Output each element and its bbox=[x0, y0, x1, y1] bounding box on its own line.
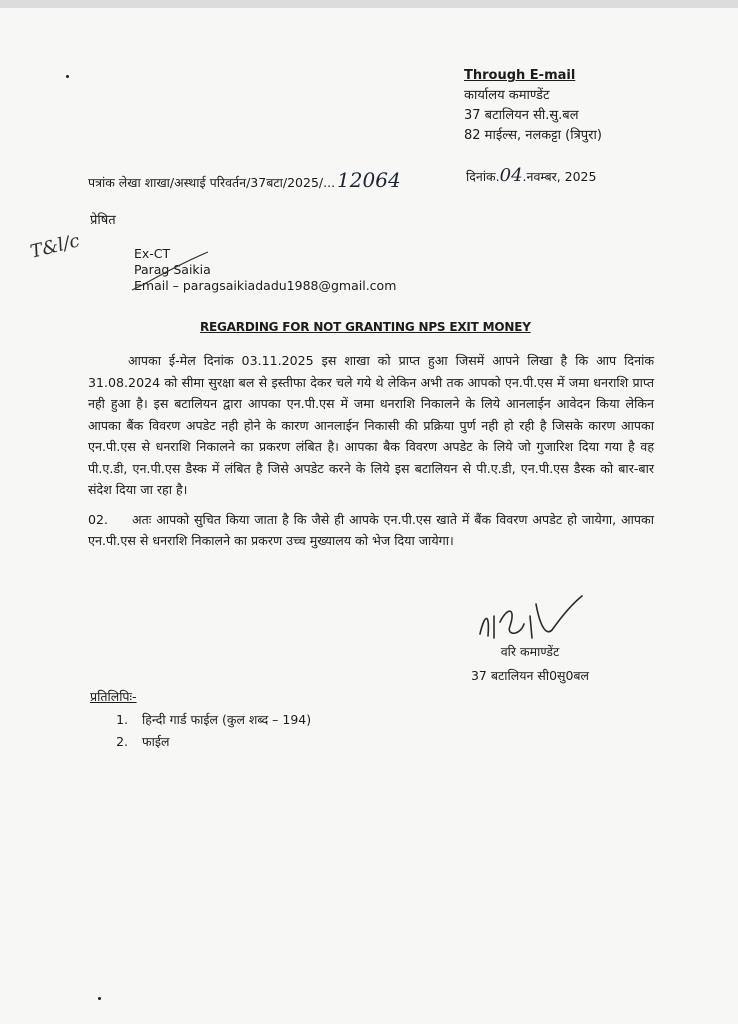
date-label: दिनांक. bbox=[466, 169, 500, 184]
list-item: 2. फाईल bbox=[132, 731, 311, 753]
copy-to-section bbox=[90, 688, 311, 753]
list-item: 1. हिन्दी गार्ड फाईल (कुल शब्द – 194) bbox=[132, 709, 311, 731]
scan-dot bbox=[98, 997, 101, 1000]
battalion-name: 37 बटालियन सी.सु.बल bbox=[464, 108, 579, 123]
paragraph-2 bbox=[88, 509, 654, 552]
scan-top-band bbox=[0, 0, 738, 8]
paragraph-1: आपका ई-मेल दिनांक 03.11.2025 इस शाखा को प्राप्त हुआ जिसमें आपने लिखा है कि आप दिनांक 31.08.2024 को सीमा सुरक्षा बल से इस्तीफा देकर चले गये थे लेकिन अभी तक आपको एन.पी.एस में जमा धनराशि प्राप्त नही हुआ है। इस बटालियन द्वारा आपका एन.पी.एस में जमा धनराशि निकालने के लिये आनलाईन आवेदन किया लेकिन आपका बैंक विवरण अपडेट नही होने के कारण आनलाईन निकासी की प्रक्रिया पुर्ण नही हो रही है जिसके कारण आपका एन.पी.एस से धनराशि निकालने का प्रकरण लंबित है। आपका बैक विवरण अपडेट के लिये जो गुजारिश दिया गया है वह पी.ए.डी, एन.पी.एस डैस्क में लंबित है जिसे अपडेट करने के लिये इस बटालियन से पी.ए.डी, एन.पी.एस डैस्क को बार-बार संदेश दिया जा रहा है। bbox=[88, 353, 654, 497]
date-line bbox=[466, 165, 596, 186]
reference-prefix: पत्रांक लेखा शाखा/अस्थाई परिवर्तन/37बटा/2025/... bbox=[88, 175, 336, 190]
through-email-label: Through E-mail bbox=[464, 68, 576, 83]
reference-number: 12064 bbox=[337, 168, 401, 192]
office-location: 82 माईल्स, नलकट्टा (त्रिपुरा) bbox=[464, 128, 602, 143]
signatory-designation: वरि कमाण्डेंट bbox=[500, 644, 560, 659]
copy-to-label: प्रतिलिपिः- bbox=[90, 689, 137, 704]
subject-line: REGARDING FOR NOT GRANTING NPS EXIT MONEY bbox=[200, 320, 531, 334]
copy-to-list bbox=[90, 709, 311, 753]
paragraph-2-number: 02. bbox=[88, 511, 109, 527]
recipient-rank: Ex-CT bbox=[134, 246, 171, 261]
reference-line bbox=[88, 168, 401, 192]
signatory-unit: 37 बटालियन सी0सु0बल bbox=[470, 668, 590, 683]
pen-strike-mark bbox=[130, 246, 210, 298]
scan-dot bbox=[66, 75, 69, 78]
date-day: 04 bbox=[499, 165, 523, 186]
signature-block bbox=[460, 640, 600, 688]
handwritten-signature bbox=[476, 586, 586, 646]
handwritten-note: T&l/c bbox=[28, 230, 82, 263]
recipient-name: Parag Saikia bbox=[134, 262, 211, 277]
letter-body bbox=[88, 350, 654, 552]
sender-address bbox=[464, 66, 602, 146]
recipient-email: Email – paragsaikiadadu1988@gmail.com bbox=[134, 278, 397, 293]
date-month-year: .नवम्बर, 2025 bbox=[522, 169, 597, 184]
to-label: प्रेषित bbox=[90, 213, 116, 228]
paragraph-2-text: अतः आपको सुचित किया जाता है कि जैसे ही आपके एन.पी.एस खाते में बैंक विवरण अपडेट हो जायेगा, आपका एन.पी.एस से धनराशि निकालने का प्रकरण उच्च मुख्यालय को भेज दिया जायेगा। bbox=[88, 511, 654, 548]
office-name: कार्यालय कमाण्डेंट bbox=[464, 88, 550, 103]
